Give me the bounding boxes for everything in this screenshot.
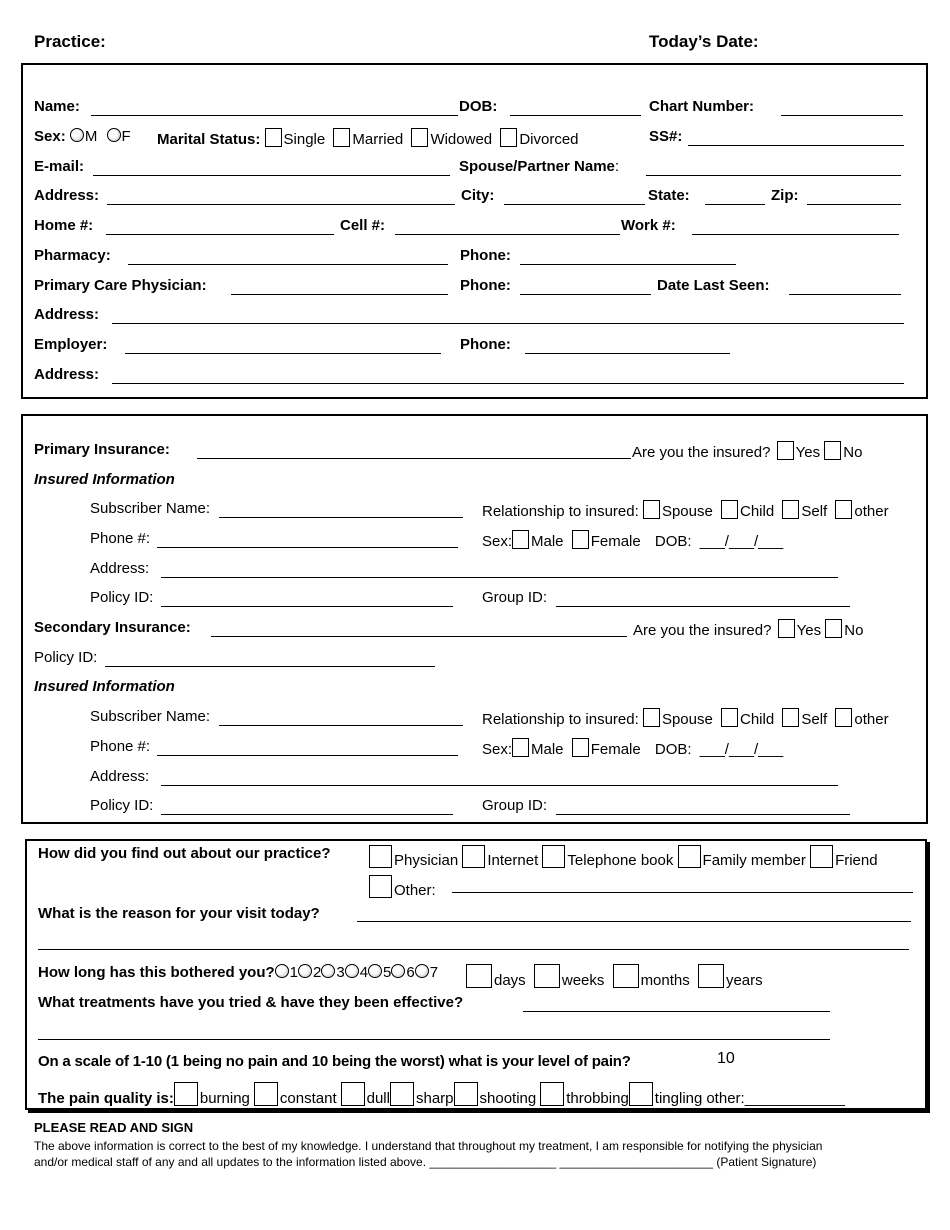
how-long-number: 6 <box>406 964 415 981</box>
duration-unit-label: years <box>725 972 763 989</box>
secondary-subscriber-label: Subscriber Name: <box>90 708 211 725</box>
pharmacy-phone-label: Phone: <box>460 247 511 264</box>
marital-option-label: Widowed <box>430 131 493 148</box>
rel-option-label: Self <box>801 503 828 520</box>
marital-divorced-checkbox[interactable] <box>500 128 517 147</box>
how-long-radio[interactable] <box>415 964 429 978</box>
rel-option-label: Child <box>739 711 775 728</box>
secondary-dob-field[interactable]: ___/___/___ <box>699 741 784 758</box>
name-field[interactable] <box>91 115 458 116</box>
pain-other-field[interactable]: other:____________ <box>706 1090 845 1107</box>
secondary-insured-info-heading: Insured Information <box>34 678 175 695</box>
found-other-label: Other: <box>394 882 436 899</box>
no-label: No <box>843 444 863 461</box>
are-insured-label: Are you the insured? <box>632 444 771 461</box>
how-long-group <box>38 964 438 981</box>
how-long-number: 4 <box>359 964 369 981</box>
primary-insurance-label: Primary Insurance: <box>34 441 170 458</box>
pain-quality-option: constant <box>279 1090 337 1107</box>
chart-number-label: Chart Number: <box>649 98 755 115</box>
signature-text-line1: The above information is correct to the best of my knowledge. I understand that throughout my treatment, I am responsible for notifying the physician <box>34 1139 823 1153</box>
secondary-rel-other-checkbox[interactable] <box>835 708 852 727</box>
signature-text-line2[interactable]: and/or medical staff of any and all updates to the information listed above. ___________________ _______________________ (Patient Signature) <box>34 1155 817 1169</box>
found-practice-options <box>369 845 878 869</box>
primary-rel-other-checkbox[interactable] <box>835 500 852 519</box>
secondary-are-insured-group <box>633 619 863 639</box>
ssn-field[interactable] <box>688 145 904 146</box>
secondary-phone-field[interactable] <box>157 755 458 756</box>
yes-label: Yes <box>795 444 821 461</box>
secondary-address-field[interactable] <box>161 785 838 786</box>
state-label: State: <box>648 187 690 204</box>
email-field[interactable] <box>93 175 450 176</box>
pain-shooting-checkbox[interactable] <box>454 1082 478 1106</box>
city-field[interactable] <box>504 204 645 205</box>
relationship-label: Relationship to insured: <box>482 503 639 520</box>
primary-policy-id-field[interactable] <box>161 606 453 607</box>
female-label: Female <box>590 741 641 758</box>
primary-subscriber-label: Subscriber Name: <box>90 500 211 517</box>
secondary-relationship-group <box>482 708 889 728</box>
duration-years-checkbox[interactable] <box>698 964 724 988</box>
are-insured-label: Are you the insured? <box>633 622 772 639</box>
primary-relationship-group <box>482 500 889 520</box>
no-label: No <box>844 622 864 639</box>
employer-address-label: Address: <box>34 366 100 383</box>
marital-married-checkbox[interactable] <box>333 128 350 147</box>
sex-m-label: M <box>84 128 98 145</box>
pharmacy-label: Pharmacy: <box>34 247 111 264</box>
how-long-radio[interactable] <box>275 964 289 978</box>
pain-quality-option: tingling <box>654 1090 703 1107</box>
secondary-sex-female-checkbox[interactable] <box>572 738 589 757</box>
spouse-name-label <box>459 158 619 175</box>
secondary-policy-id-top-label: Policy ID: <box>34 649 98 666</box>
pain-dull-checkbox[interactable] <box>341 1082 365 1106</box>
secondary-insurance-label: Secondary Insurance: <box>34 619 191 636</box>
rel-option-label: other <box>854 711 889 728</box>
primary-group-id-field[interactable] <box>556 606 850 607</box>
how-long-number: 2 <box>313 964 322 981</box>
marital-single-checkbox[interactable] <box>265 128 282 147</box>
found-physician-checkbox[interactable] <box>369 845 392 868</box>
primary-policy-id-label: Policy ID: <box>90 589 154 606</box>
found-option-label: Telephone book <box>567 852 674 869</box>
how-long-number: 7 <box>429 964 439 981</box>
reason-visit-field-2[interactable] <box>38 949 909 950</box>
pain-burning-checkbox[interactable] <box>174 1082 198 1106</box>
how-long-label: How long has this bothered you? <box>38 964 275 981</box>
found-family-member-checkbox[interactable] <box>678 845 701 868</box>
primary-rel-spouse-checkbox[interactable] <box>643 500 660 519</box>
pain-quality-group <box>38 1082 845 1107</box>
found-other-checkbox[interactable] <box>369 875 392 898</box>
dob-label: DOB: <box>459 98 498 115</box>
primary-subscriber-field[interactable] <box>219 517 463 518</box>
pain-scale-value[interactable]: 10 <box>717 1050 735 1067</box>
email-label: E-mail: <box>34 158 85 175</box>
sex-f-radio[interactable] <box>107 128 121 142</box>
zip-label: Zip: <box>771 187 799 204</box>
primary-phone-label: Phone #: <box>90 530 151 547</box>
pain-quality-option: throbbing <box>566 1090 629 1107</box>
primary-group-id-label: Group ID: <box>482 589 548 606</box>
pain-quality-option: burning <box>199 1090 250 1107</box>
pharmacy-phone-field[interactable] <box>520 264 736 265</box>
rel-option-label: Spouse <box>661 503 713 520</box>
marital-widowed-checkbox[interactable] <box>411 128 428 147</box>
secondary-insured-yes-checkbox[interactable] <box>778 619 795 638</box>
found-practice-label: How did you find out about our practice? <box>38 845 331 862</box>
secondary-rel-spouse-checkbox[interactable] <box>643 708 660 727</box>
zip-field[interactable] <box>807 204 901 205</box>
found-option-label: Friend <box>835 852 878 869</box>
how-long-radio[interactable] <box>391 964 405 978</box>
employer-field[interactable] <box>125 353 441 354</box>
work-phone-label: Work #: <box>621 217 676 234</box>
sex-label: Sex: <box>482 741 513 758</box>
relationship-label: Relationship to insured: <box>482 711 639 728</box>
pcp-address-label: Address: <box>34 306 100 323</box>
marital-option-label: Divorced <box>519 131 579 148</box>
date-last-seen-label: Date Last Seen: <box>657 277 770 294</box>
work-phone-field[interactable] <box>692 234 899 235</box>
pain-sharp-checkbox[interactable] <box>390 1082 414 1106</box>
primary-insured-yes-checkbox[interactable] <box>777 441 794 460</box>
primary-insured-no-checkbox[interactable] <box>824 441 841 460</box>
duration-unit-label: days <box>494 972 526 989</box>
pharmacy-field[interactable] <box>128 264 448 265</box>
male-label: Male <box>531 741 564 758</box>
pain-quality-label: The pain quality is: <box>38 1090 174 1107</box>
pcp-label: Primary Care Physician: <box>34 277 207 294</box>
marital-status-group <box>157 128 583 148</box>
pain-scale-label: On a scale of 1-10 (1 being no pain and 10 being the worst) what is your level of pain? <box>38 1053 631 1070</box>
employer-phone-field[interactable] <box>525 353 730 354</box>
how-long-radio[interactable] <box>321 964 335 978</box>
secondary-phone-label: Phone #: <box>90 738 151 755</box>
found-option-label: Physician <box>394 852 459 869</box>
employer-label: Employer: <box>34 336 108 353</box>
duration-unit-label: weeks <box>561 972 605 989</box>
duration-months-checkbox[interactable] <box>613 964 639 988</box>
secondary-sex-dob-group <box>482 738 783 758</box>
employer-phone-label: Phone: <box>460 336 511 353</box>
primary-sex-dob-group <box>482 530 783 550</box>
cell-phone-field[interactable] <box>395 234 620 235</box>
treatments-field-2[interactable] <box>38 1039 830 1040</box>
found-telephone-book-checkbox[interactable] <box>542 845 565 868</box>
how-long-number: 5 <box>383 964 392 981</box>
spouse-name-label-text: Spouse/Partner Name <box>459 158 615 175</box>
found-friend-checkbox[interactable] <box>810 845 833 868</box>
pcp-address-field[interactable] <box>112 323 904 324</box>
pcp-phone-label: Phone: <box>460 277 511 294</box>
pain-tingling-checkbox[interactable] <box>629 1082 653 1106</box>
rel-option-label: Self <box>801 711 828 728</box>
duration-weeks-checkbox[interactable] <box>534 964 560 988</box>
duration-unit-label: months <box>640 972 690 989</box>
duration-days-checkbox[interactable] <box>466 964 492 988</box>
city-label: City: <box>461 187 495 204</box>
chart-number-field[interactable] <box>781 115 903 116</box>
primary-insured-info-heading: Insured Information <box>34 471 175 488</box>
sex-f-label: F <box>121 128 131 145</box>
secondary-insurance-field[interactable] <box>211 636 627 637</box>
secondary-policy-id-field[interactable] <box>161 814 453 815</box>
employer-address-field[interactable] <box>112 383 904 384</box>
how-long-radio[interactable] <box>298 964 312 978</box>
ssn-label: SS#: <box>649 128 683 145</box>
found-option-label: Family member <box>702 852 806 869</box>
marital-option-label: Single <box>283 131 326 148</box>
primary-address-field[interactable] <box>161 577 838 578</box>
secondary-group-id-field[interactable] <box>556 814 850 815</box>
home-phone-label: Home #: <box>34 217 94 234</box>
found-option-label: Internet <box>487 852 539 869</box>
duration-units-group <box>466 964 763 989</box>
primary-address-label: Address: <box>90 560 150 577</box>
pain-quality-option: shooting <box>479 1090 537 1107</box>
pain-quality-option: dull <box>366 1090 390 1107</box>
rel-option-label: Spouse <box>661 711 713 728</box>
female-label: Female <box>590 533 641 550</box>
state-field[interactable] <box>705 204 765 205</box>
primary-phone-field[interactable] <box>157 547 458 548</box>
secondary-subscriber-field[interactable] <box>219 725 463 726</box>
secondary-address-label: Address: <box>90 768 150 785</box>
found-other-group <box>369 875 436 899</box>
pcp-field[interactable] <box>231 294 448 295</box>
how-long-number: 3 <box>336 964 345 981</box>
signature-heading: PLEASE READ AND SIGN <box>34 1120 194 1135</box>
primary-are-insured-group <box>632 441 862 461</box>
dob-field[interactable] <box>510 115 641 116</box>
male-label: Male <box>531 533 564 550</box>
secondary-rel-child-checkbox[interactable] <box>721 708 738 727</box>
name-label: Name: <box>34 98 80 115</box>
primary-insurance-field[interactable] <box>197 458 631 459</box>
sex-label: Sex: <box>482 533 513 550</box>
treatments-field[interactable] <box>523 1011 830 1012</box>
primary-sex-female-checkbox[interactable] <box>572 530 589 549</box>
secondary-sex-male-checkbox[interactable] <box>512 738 529 757</box>
how-long-radio[interactable] <box>368 964 382 978</box>
dob-label: DOB: <box>654 741 692 758</box>
sex-label: Sex: <box>34 128 66 145</box>
sex-m-radio[interactable] <box>70 128 84 142</box>
primary-sex-male-checkbox[interactable] <box>512 530 529 549</box>
dob-label: DOB: <box>654 533 692 550</box>
address-field[interactable] <box>107 204 455 205</box>
secondary-insured-no-checkbox[interactable] <box>825 619 842 638</box>
reason-visit-label: What is the reason for your visit today? <box>38 905 320 922</box>
secondary-policy-id-top-field[interactable] <box>105 666 435 667</box>
cell-phone-label: Cell #: <box>340 217 386 234</box>
spouse-name-label-colon: : <box>614 158 620 175</box>
marital-status-label: Marital Status: <box>157 131 261 148</box>
secondary-group-id-label: Group ID: <box>482 797 548 814</box>
pcp-phone-field[interactable] <box>520 294 651 295</box>
date-last-seen-field[interactable] <box>789 294 901 295</box>
found-other-field[interactable] <box>452 892 913 893</box>
secondary-rel-self-checkbox[interactable] <box>782 708 799 727</box>
yes-label: Yes <box>796 622 822 639</box>
how-long-number: 1 <box>289 964 299 981</box>
how-long-radio[interactable] <box>345 964 359 978</box>
secondary-policy-id-label: Policy ID: <box>90 797 154 814</box>
home-phone-field[interactable] <box>106 234 334 235</box>
sex-group <box>34 128 131 145</box>
spouse-name-field[interactable] <box>646 175 901 176</box>
rel-option-label: other <box>854 503 889 520</box>
marital-option-label: Married <box>352 131 404 148</box>
practice-label: Practice: <box>34 32 106 51</box>
address-label: Address: <box>34 187 100 204</box>
primary-dob-field[interactable]: ___/___/___ <box>699 533 784 550</box>
primary-rel-self-checkbox[interactable] <box>782 500 799 519</box>
primary-rel-child-checkbox[interactable] <box>721 500 738 519</box>
pain-quality-option: sharp <box>415 1090 454 1107</box>
pain-throbbing-checkbox[interactable] <box>540 1082 564 1106</box>
rel-option-label: Child <box>739 503 775 520</box>
todays-date-label: Today’s Date: <box>649 32 759 51</box>
found-internet-checkbox[interactable] <box>462 845 485 868</box>
treatments-label: What treatments have you tried & have they been effective? <box>38 994 464 1011</box>
reason-visit-field[interactable] <box>357 921 911 922</box>
pain-constant-checkbox[interactable] <box>254 1082 278 1106</box>
